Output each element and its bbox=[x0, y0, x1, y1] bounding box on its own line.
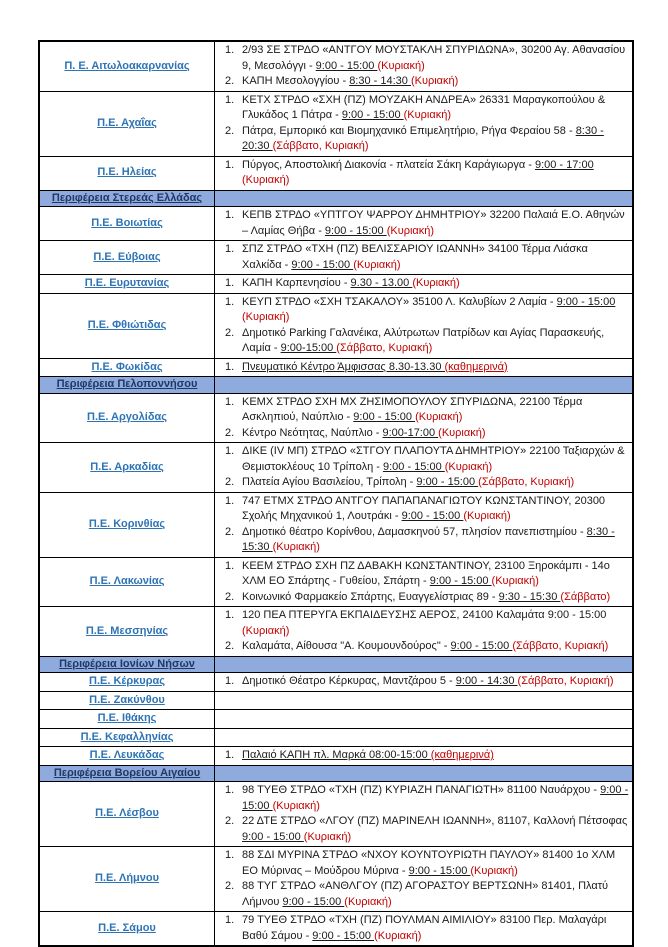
locations-cell bbox=[215, 492, 634, 557]
item-text bbox=[242, 475, 629, 491]
region-row bbox=[39, 275, 633, 294]
text-segment: ΣΠΖ ΣΤΡΔΟ «ΤΧΗ (ΠΖ) ΒΕΛΙΣΣΑΡΙΟΥ ΙΩΑΝΝΗ» 34100 Τέρμα Λιάσκα Χαλκίδα - bbox=[242, 243, 588, 271]
location-item bbox=[218, 814, 629, 845]
text-segment: 9:00 - 15:00 bbox=[341, 109, 404, 121]
item-text bbox=[242, 879, 629, 910]
region-name-cell bbox=[39, 673, 215, 692]
item-number: 1. bbox=[225, 849, 235, 861]
text-segment: (Κυριακή) bbox=[353, 258, 401, 271]
item-text bbox=[242, 295, 629, 326]
region-name-cell bbox=[39, 691, 215, 710]
location-item bbox=[218, 475, 629, 491]
item-number: 1. bbox=[225, 360, 235, 373]
text-segment: (Κυριακή) bbox=[344, 895, 392, 908]
text-segment: ΚΕΥΠ ΣΤΡΔΟ «ΣΧΗ ΤΣΑΚΑΛΟΥ» 35100 Λ. Καλυβίων 2 Λαμία - bbox=[242, 295, 557, 308]
item-number: 2. bbox=[225, 75, 235, 87]
region-name-cell bbox=[39, 241, 215, 275]
section-header-spacer-cell bbox=[215, 377, 634, 394]
item-number: 1. bbox=[225, 209, 235, 221]
region-name-cell bbox=[39, 293, 215, 358]
region-link[interactable]: Π.Ε. Λευκάδας bbox=[89, 749, 165, 761]
region-name-cell bbox=[39, 91, 215, 156]
region-name-cell bbox=[39, 393, 215, 443]
item-number: 1. bbox=[225, 277, 235, 289]
locations-cell bbox=[215, 241, 634, 275]
region-link[interactable]: Π.Ε. Κορινθίας bbox=[88, 517, 166, 530]
region-row bbox=[39, 293, 633, 358]
location-item bbox=[218, 494, 629, 525]
location-item bbox=[218, 124, 629, 155]
section-header-row bbox=[39, 377, 633, 394]
text-segment: 9:00-17:00 bbox=[382, 426, 439, 439]
region-link[interactable]: Π.Ε. Ιθάκης bbox=[97, 712, 157, 724]
region-link[interactable]: Π.Ε. Ηλείας bbox=[97, 166, 157, 179]
locations-cell bbox=[215, 710, 634, 729]
text-segment: (Κυριακή) bbox=[444, 460, 493, 473]
document-body bbox=[38, 40, 634, 947]
item-number: 2. bbox=[225, 124, 235, 137]
text-segment: Πλατεία Αγίου Βασιλείου, Τρίπολη - bbox=[242, 476, 417, 488]
locations-cell bbox=[215, 782, 634, 847]
item-text bbox=[242, 124, 629, 155]
region-link[interactable]: Π.Ε. Βοιωτίας bbox=[91, 216, 163, 229]
item-number: 2. bbox=[225, 590, 235, 603]
locations-cell bbox=[215, 275, 634, 294]
text-segment: 9:00 - 15:00 bbox=[291, 258, 354, 271]
text-segment: (Κυριακή) bbox=[463, 510, 511, 522]
region-row bbox=[39, 156, 633, 190]
section-title-link[interactable]: Περιφέρεια Βορείου Αιγαίου bbox=[53, 766, 201, 779]
item-number: 1. bbox=[225, 784, 235, 796]
item-number: 2. bbox=[225, 476, 235, 488]
location-item bbox=[218, 276, 629, 292]
region-name-cell bbox=[39, 710, 215, 729]
text-segment: 9:00 - 15:00 bbox=[282, 895, 345, 908]
region-row bbox=[39, 91, 633, 156]
section-header-cell bbox=[39, 190, 215, 207]
location-item bbox=[218, 525, 629, 556]
text-segment: (Κυριακή) bbox=[412, 277, 460, 289]
location-item bbox=[218, 74, 629, 90]
region-link[interactable]: Π.Ε. Σάμου bbox=[98, 921, 156, 934]
locations-table bbox=[38, 40, 634, 947]
item-number: 1. bbox=[225, 445, 235, 457]
locations-cell bbox=[215, 673, 634, 692]
text-segment: 9:00 - 15:00 bbox=[312, 929, 375, 942]
text-segment: Πνευματικό Κέντρο Άμφισσας 8.30-13.30 bbox=[242, 360, 445, 373]
region-name-cell bbox=[39, 156, 215, 190]
region-name-cell bbox=[39, 492, 215, 557]
text-segment: 9:00-15:00 bbox=[280, 342, 337, 354]
item-number: 2. bbox=[225, 326, 235, 339]
text-segment: Κοινωνικό Φαρμακείο Σπάρτης, Ευαγγελίστριας 89 - bbox=[242, 590, 499, 603]
section-header-cell bbox=[39, 377, 215, 394]
item-text bbox=[242, 748, 629, 764]
text-segment: 9:00 - 15:00 bbox=[450, 640, 513, 652]
text-segment: 120 ΠΕΑ ΠΤΕΡΥΓΑ ΕΚΠΑΙΔΕΥΣΗΣ ΑΕΡΟΣ, 24100 Καλαμάτα 9:00 - 15:00 bbox=[242, 609, 607, 621]
section-title-link[interactable]: Περιφέρεια Στερεάς Ελλάδας bbox=[51, 191, 203, 204]
text-segment: 9:00 - 15:00 bbox=[382, 460, 445, 473]
region-row bbox=[39, 607, 633, 657]
locations-cell bbox=[215, 912, 634, 947]
text-segment: 9:00 - 15:00 bbox=[556, 295, 616, 308]
text-segment: (Κυριακή) bbox=[415, 411, 463, 423]
region-row bbox=[39, 492, 633, 557]
region-row bbox=[39, 673, 633, 692]
region-name-cell bbox=[39, 207, 215, 241]
item-text bbox=[242, 783, 629, 814]
region-link[interactable]: Π.Ε. Κεφαλληνίας bbox=[80, 730, 174, 743]
section-title-link[interactable]: Περιφέρεια Ιονίων Νήσων bbox=[59, 657, 195, 670]
locations-cell bbox=[215, 847, 634, 912]
region-row bbox=[39, 782, 633, 847]
region-link[interactable]: Π.Ε. Λέσβου bbox=[95, 807, 159, 820]
section-header-spacer-cell bbox=[215, 765, 634, 782]
item-number: 2. bbox=[225, 426, 235, 439]
region-name-cell bbox=[39, 747, 215, 766]
text-segment: 9:00 - 15:00 bbox=[315, 59, 378, 72]
text-segment: (καθημερινά) bbox=[430, 749, 494, 761]
location-item bbox=[218, 158, 629, 189]
item-text bbox=[242, 639, 629, 655]
text-segment: (Κυριακή) bbox=[491, 575, 539, 587]
location-item bbox=[218, 326, 629, 357]
locations-cell bbox=[215, 156, 634, 190]
text-segment: 2/93 ΣΕ ΣΤΡΔΟ «ΑΝΤΓΟΥ ΜΟΥΣΤΑΚΛΗ ΣΠΥΡΙΔΩΝΑ», 30200 Αγ. Αθανασίου 9, Μεσολόγγι - bbox=[242, 44, 626, 72]
location-item bbox=[218, 639, 629, 655]
item-number: 1. bbox=[225, 675, 235, 687]
region-link[interactable]: Π.Ε. Φθιώτιδας bbox=[87, 318, 167, 331]
locations-cell bbox=[215, 91, 634, 156]
location-item bbox=[218, 913, 629, 944]
item-text bbox=[242, 590, 629, 606]
item-text bbox=[242, 158, 629, 189]
region-row bbox=[39, 443, 633, 493]
region-link[interactable]: Π.Ε. Φωκίδας bbox=[91, 360, 163, 373]
region-name-cell bbox=[39, 41, 215, 91]
section-header-spacer-cell bbox=[215, 190, 634, 207]
region-row bbox=[39, 728, 633, 747]
text-segment: (Κυριακή) bbox=[377, 59, 425, 72]
region-name-cell bbox=[39, 782, 215, 847]
text-segment: (Κυριακή) bbox=[410, 75, 459, 87]
item-number: 2. bbox=[225, 640, 235, 652]
text-segment: (Κυριακή) bbox=[374, 929, 422, 942]
text-segment: (Κυριακή) bbox=[470, 864, 518, 877]
locations-cell bbox=[215, 393, 634, 443]
region-row bbox=[39, 41, 633, 91]
item-text bbox=[242, 208, 629, 239]
item-number: 1. bbox=[225, 295, 235, 308]
item-text bbox=[242, 360, 629, 376]
item-text bbox=[242, 848, 629, 879]
location-item bbox=[218, 879, 629, 910]
region-row bbox=[39, 557, 633, 607]
item-number: 1. bbox=[225, 158, 235, 171]
text-segment: (Σάββατο, Κυριακή) bbox=[478, 476, 575, 488]
locations-cell bbox=[215, 443, 634, 493]
region-link[interactable]: Π.Ε. Ευρυτανίας bbox=[84, 277, 170, 289]
region-row bbox=[39, 847, 633, 912]
item-text bbox=[242, 395, 629, 426]
locations-cell bbox=[215, 607, 634, 657]
text-segment: (καθημερινά) bbox=[444, 360, 508, 373]
location-item bbox=[218, 608, 629, 639]
region-link[interactable]: Π.Ε. Αχαΐας bbox=[97, 116, 157, 129]
text-segment: 8:30 - 15:30 bbox=[242, 525, 615, 553]
text-segment: 8:30 - 20:30 bbox=[242, 124, 604, 152]
item-text bbox=[242, 608, 629, 639]
item-text bbox=[242, 525, 629, 556]
item-text bbox=[242, 814, 629, 845]
section-header-cell bbox=[39, 765, 215, 782]
text-segment: 9.30 - 13.00 bbox=[350, 277, 413, 289]
text-segment: (Κυριακή) bbox=[438, 426, 486, 439]
locations-cell bbox=[215, 728, 634, 747]
item-number: 2. bbox=[225, 880, 235, 892]
locations-cell bbox=[215, 41, 634, 91]
text-segment: (Κυριακή) bbox=[386, 224, 435, 237]
region-name-cell bbox=[39, 607, 215, 657]
item-text bbox=[242, 276, 629, 292]
text-segment: ΚΕΕΜ ΣΤΡΔΟ ΣΧΗ ΠΖ ΔΑΒΑΚΗ ΚΩΝΣΤΑΝΤΙΝΟΥ, 23100 Ξηροκάμπι - 14ο ΧΛΜ ΕΟ Σπάρτης - Γυθείου, Σπάρτη - bbox=[242, 559, 610, 587]
text-segment: (Κυριακή) bbox=[242, 174, 290, 186]
section-header-cell bbox=[39, 656, 215, 673]
region-row bbox=[39, 747, 633, 766]
item-text bbox=[242, 913, 629, 944]
text-segment: 9:00 - 15:00 bbox=[242, 830, 304, 843]
text-segment: ΔΙΚΕ (ΙV ΜΠ) ΣΤΡΔΟ «ΣΤΓΟΥ ΠΛΑΠΟΥΤΑ ΔΗΜΗΤΡΙΟΥ» 22100 Ταξιαρχών & Θεμιστοκλέους 10 Τρίπολη - bbox=[242, 445, 625, 473]
region-name-cell bbox=[39, 728, 215, 747]
item-number: 1. bbox=[225, 609, 235, 621]
region-link[interactable]: Π.Ε. Ζακύνθου bbox=[89, 693, 165, 706]
text-segment: 88 ΣΔΙ ΜΥΡΙΝΑ ΣΤΡΔΟ «ΝΧΟΥ ΚΟΥΝΤΟΥΡΙΩΤΗ ΠΑΥΛΟΥ» 81400 1ο ΧΛΜ ΕΟ Μύρινας – Μούδρου Μύρινα - bbox=[242, 849, 616, 877]
text-segment: 9:00 - 15:00 bbox=[353, 411, 416, 423]
location-item bbox=[218, 208, 629, 239]
item-number: 1. bbox=[225, 243, 235, 255]
text-segment: Δημοτικό Parking Γαλανέικα, Αλύτρωτων Πατρίδων και Αγίας Παρασκευής, Λαμία - bbox=[242, 326, 605, 354]
item-number: 1. bbox=[225, 395, 235, 408]
location-item bbox=[218, 748, 629, 764]
location-item bbox=[218, 590, 629, 606]
location-item bbox=[218, 444, 629, 475]
text-segment: ΚΕΜΧ ΣΤΡΔΟ ΣΧΗ ΜΧ ΖΗΣΙΜΟΠΟΥΛΟΥ ΣΠΥΡΙΔΩΝΑ, 22100 Τέρμα Ασκληπιού, Ναύπλιο - bbox=[242, 395, 583, 423]
locations-cell bbox=[215, 358, 634, 377]
locations-cell bbox=[215, 293, 634, 358]
item-text bbox=[242, 93, 629, 124]
item-text bbox=[242, 43, 629, 74]
region-link[interactable]: Π. Ε. Αιτωλοακαρνανίας bbox=[64, 59, 190, 72]
item-number: 1. bbox=[225, 749, 235, 761]
location-item bbox=[218, 848, 629, 879]
text-segment: 88 ΤΥΓ ΣΤΡΔΟ «ΑΝΘΛΓΟΥ (ΠΖ) ΑΓΟΡΑΣΤΟΥ ΒΕΡΤΣΩΝΗ» 81401, Πλατύ Λήμνου bbox=[242, 880, 609, 908]
text-segment: 9:00 - 15:00 bbox=[401, 510, 464, 522]
region-name-cell bbox=[39, 443, 215, 493]
text-segment: (Κυριακή) bbox=[403, 109, 451, 121]
item-text bbox=[242, 242, 629, 273]
text-segment: (Σάββατο, Κυριακή) bbox=[517, 675, 614, 687]
text-segment: Δημοτικό θέατρο Κορίνθου, Δαμασκηνού 57, πλησίον πανεπιστημίου - bbox=[242, 525, 587, 538]
text-segment: 9:30 - 15:30 bbox=[498, 590, 561, 603]
text-segment: Πύργος, Αποστολική Διακονία - πλατεία Σάκη Καράγιωργα - bbox=[242, 158, 535, 171]
region-name-cell bbox=[39, 275, 215, 294]
text-segment: (Κυριακή) bbox=[303, 830, 352, 843]
text-segment: 8:30 - 14:30 bbox=[349, 75, 411, 87]
location-item bbox=[218, 426, 629, 442]
item-text bbox=[242, 426, 629, 442]
text-segment: (Κυριακή) bbox=[242, 624, 290, 637]
text-segment: 9:00 - 15:00 bbox=[429, 575, 492, 587]
locations-cell bbox=[215, 691, 634, 710]
item-number: 1. bbox=[225, 44, 235, 56]
text-segment: ΚΑΠΗ Μεσολογγίου - bbox=[242, 75, 350, 87]
region-row bbox=[39, 912, 633, 947]
text-segment: 9:00 - 15:00 bbox=[242, 784, 629, 812]
region-row bbox=[39, 710, 633, 729]
text-segment: ΚΕΠΒ ΣΤΡΔΟ «ΥΠΤΓΟΥ ΨΑΡΡΟΥ ΔΗΜΗΤΡΙΟΥ» 32200 Παλαιά Ε.Ο. Αθηνών – Λαμίας Θήβα - bbox=[242, 209, 625, 237]
item-text bbox=[242, 494, 629, 525]
text-segment: ΚΑΠΗ Καρπενησίου - bbox=[242, 277, 351, 289]
location-item bbox=[218, 93, 629, 124]
region-link[interactable]: Π.Ε. Κέρκυρας bbox=[89, 675, 165, 687]
item-number: 1. bbox=[225, 914, 235, 926]
region-link[interactable]: Π.Ε. Λακωνίας bbox=[89, 575, 165, 587]
text-segment: 9:00 - 15:00 bbox=[416, 476, 479, 488]
text-segment: 9:00 - 14:30 bbox=[455, 675, 518, 687]
item-text bbox=[242, 559, 629, 590]
section-title-link[interactable]: Περιφέρεια Πελοποννήσου bbox=[56, 378, 198, 390]
text-segment: (Σάββατο, Κυριακή) bbox=[512, 640, 609, 652]
section-header-row bbox=[39, 190, 633, 207]
item-number: 1. bbox=[225, 93, 235, 106]
text-segment: Κέντρο Νεότητας, Ναύπλιο - bbox=[242, 426, 383, 439]
section-header-row bbox=[39, 765, 633, 782]
text-segment: 9:00 - 15:00 bbox=[324, 224, 387, 237]
text-segment: 22 ΔΤΕ ΣΤΡΔΟ «ΛΓΟΥ (ΠΖ) ΜΑΡΙΝΕΛΗ ΙΩΑΝΝΗ», 81107, Καλλονή Πέτσοφας bbox=[242, 815, 628, 827]
region-row bbox=[39, 691, 633, 710]
region-row bbox=[39, 207, 633, 241]
text-segment: Παλαιό ΚΑΠΗ πλ. Μαρκά 08:00-15:00 bbox=[242, 749, 431, 761]
location-item bbox=[218, 674, 629, 690]
region-row bbox=[39, 241, 633, 275]
region-row bbox=[39, 358, 633, 377]
region-name-cell bbox=[39, 358, 215, 377]
item-number: 1. bbox=[225, 559, 235, 572]
item-number: 2. bbox=[225, 525, 235, 538]
region-link[interactable]: Π.Ε. Μεσσηνίας bbox=[85, 624, 169, 637]
text-segment: (Σάββατο, Κυριακή) bbox=[336, 342, 433, 354]
locations-cell bbox=[215, 207, 634, 241]
location-item bbox=[218, 783, 629, 814]
item-number: 2. bbox=[225, 815, 235, 827]
text-segment: 747 ΕΤΜΧ ΣΤΡΔΟ ΑΝΤΓΟΥ ΠΑΠΑΠΑΝΑΓΙΩΤΟΥ ΚΩΝΣΤΑΝΤΙΝΟΥ, 20300 Σχολής Μηχανικού 1, Λουτράκι - bbox=[242, 494, 606, 522]
text-segment: (Κυριακή) bbox=[272, 541, 320, 553]
text-segment: 9:00 - 17:00 bbox=[534, 158, 594, 171]
text-segment: (Κυριακή) bbox=[272, 799, 320, 812]
locations-cell bbox=[215, 557, 634, 607]
item-text bbox=[242, 444, 629, 475]
location-item bbox=[218, 295, 629, 326]
region-row bbox=[39, 393, 633, 443]
location-item bbox=[218, 242, 629, 273]
location-item bbox=[218, 559, 629, 590]
item-text bbox=[242, 326, 629, 357]
region-link[interactable]: Π.Ε. Εύβοιας bbox=[93, 250, 161, 263]
location-item bbox=[218, 360, 629, 376]
region-link[interactable]: Π.Ε. Αρκαδίας bbox=[90, 460, 164, 473]
text-segment: Δημοτικό Θέατρο Κέρκυρας, Μαντζάρου 5 - bbox=[242, 675, 456, 687]
region-link[interactable]: Π.Ε. Λήμνου bbox=[94, 872, 160, 885]
location-item bbox=[218, 43, 629, 74]
region-link[interactable]: Π.Ε. Αργολίδας bbox=[87, 411, 167, 423]
item-text bbox=[242, 74, 629, 90]
item-number: 1. bbox=[225, 494, 235, 507]
section-header-spacer-cell bbox=[215, 656, 634, 673]
region-name-cell bbox=[39, 557, 215, 607]
locations-cell bbox=[215, 747, 634, 766]
text-segment: ΚΕΤΧ ΣΤΡΔΟ «ΣΧΗ (ΠΖ) ΜΟΥΖΑΚΗ ΑΝΔΡΕΑ» 26331 Μαραγκοπούλου & Γλυκάδος 1 Πάτρα - bbox=[242, 93, 606, 121]
region-name-cell bbox=[39, 847, 215, 912]
text-segment: Καλαμάτα, Αίθουσα "Α. Κουμουνδούρος" - bbox=[242, 640, 451, 652]
region-name-cell bbox=[39, 912, 215, 947]
text-segment: Πάτρα, Εμπορικό και Βιομηχανικό Επιμελητήριο, Ρήγα Φεραίου 58 - bbox=[242, 124, 576, 137]
item-text bbox=[242, 674, 629, 690]
text-segment: (Σάββατο) bbox=[560, 590, 611, 603]
location-item bbox=[218, 395, 629, 426]
text-segment: 98 ΤΥΕΘ ΣΤΡΔΟ «ΤΧΗ (ΠΖ) ΚΥΡΙΑΖΗ ΠΑΝΑΓΙΩΤΗ» 81100 Ναυάρχου - bbox=[242, 784, 601, 796]
text-segment: 79 ΤΥΕΘ ΣΤΡΔΟ «ΤΧΗ (ΠΖ) ΠΟΥΛΜΑΝ ΑΙΜΙΛΙΟΥ» 83100 Περ. Μαλαγάρι Βαθύ Σάμου - bbox=[242, 914, 607, 942]
text-segment: (Σάββατο, Κυριακή) bbox=[272, 140, 369, 152]
text-segment: 9:00 - 15:00 bbox=[408, 864, 471, 877]
text-segment: (Κυριακή) bbox=[242, 311, 290, 323]
section-header-row bbox=[39, 656, 633, 673]
